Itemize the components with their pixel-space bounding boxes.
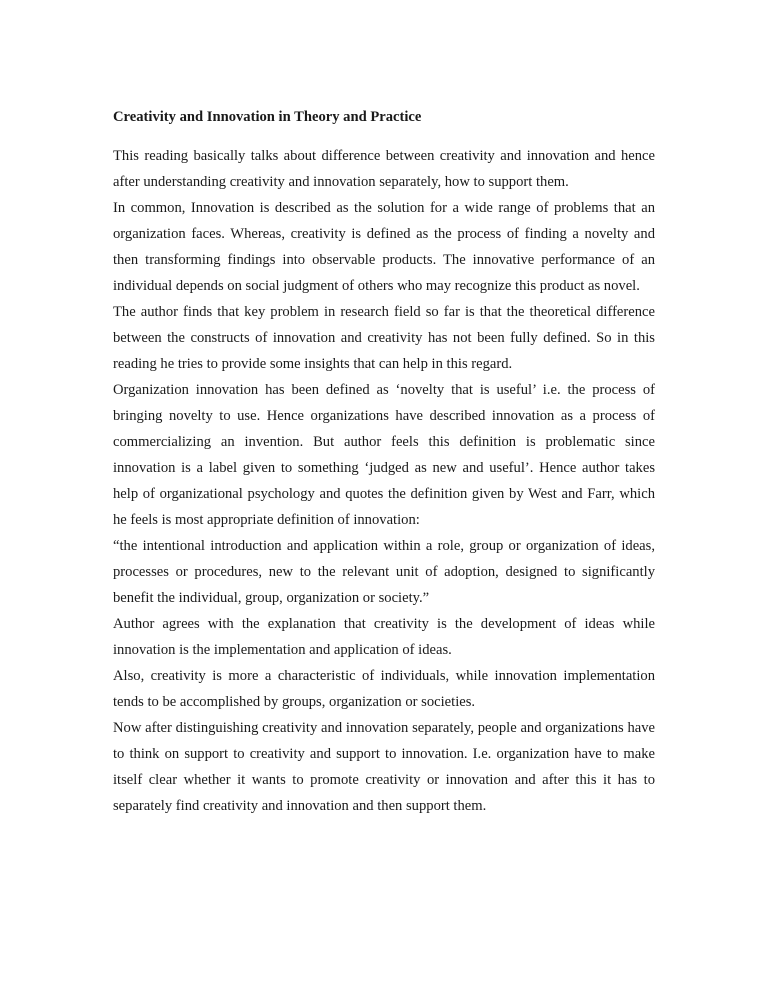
paragraph-author-agrees: Author agrees with the explanation that creativity is the development of ideas while innovation is the implementation and application of ideas. — [113, 616, 655, 658]
document-title: Creativity and Innovation in Theory and Practice — [113, 109, 422, 125]
paragraph-organization-innovation: Organization innovation has been defined as ‘novelty that is useful’ i.e. the process of bringing novelty to use. Hence organizations have described innovation as a process of commercializing an invention. But author feels this definition is problematic since innovation is a label given to something ‘judged as new and useful’. Hence author takes help of organizational psychology and quotes the definition given by West and Farr, which he feels is most appropriate definition of innovation: — [113, 382, 655, 528]
paragraph-intro: This reading basically talks about difference between creativity and innovation and hence after understanding creativity and innovation separately, how to support them. — [113, 148, 655, 190]
paragraph-definitions: In common, Innovation is described as the solution for a wide range of problems that an organization faces. Whereas, creativity is defined as the process of finding a novelty and then transforming findings into observable products. The innovative performance of an individual depends on social judgment of others who may recognize this product as novel. — [113, 200, 655, 294]
document-body — [113, 106, 655, 819]
paragraph-characteristic: Also, creativity is more a characteristic of individuals, while innovation implementation tends to be accomplished by groups, organization or societies. — [113, 668, 655, 710]
paragraph-quote: “the intentional introduction and application within a role, group or organization of ideas, processes or procedures, new to the relevant unit of adoption, designed to significantly benefit the individual, group, organization or society.” — [113, 538, 655, 606]
paragraph-conclusion: Now after distinguishing creativity and innovation separately, people and organizations have to think on support to creativity and support to innovation. I.e. organization have to make itself clear whether it wants to promote creativity or innovation and after this it has to separately find creativity and innovation and then support them. — [113, 720, 655, 814]
paragraph-key-problem: The author finds that key problem in research field so far is that the theoretical difference between the constructs of innovation and creativity has not been fully defined. So in this reading he tries to provide some insights that can help in this regard. — [113, 304, 655, 372]
